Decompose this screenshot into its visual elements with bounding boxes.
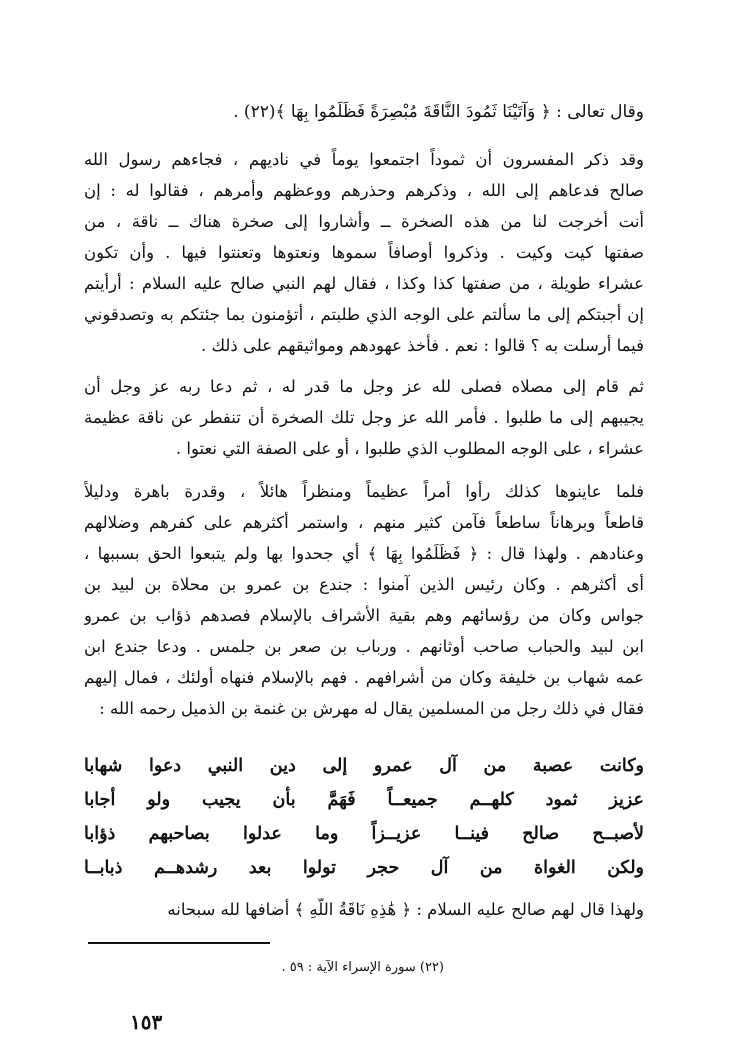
poem-word: آل bbox=[430, 858, 449, 878]
para3-line-3: وعنادهم . ولهذا قال : ﴿ فَظَلَمُوا بِهَا ﴾ أي جحدوا بها ولم يتبعوا الحق بسببها ، bbox=[84, 544, 644, 563]
para3-line-7: عمه شهاب بن خليفة وكان من أشرافهم . فهم بالإسلام فنهاه أولئك ، فمال إليهم bbox=[84, 668, 644, 687]
footnote-divider bbox=[88, 942, 270, 944]
para1-line-2: صالح فدعاهم إلى الله ، وذكرهم وحذرهم ووعظهم وأمرهم ، فقالوا له : إن bbox=[84, 181, 644, 200]
poem-word: جميعــاً bbox=[387, 790, 438, 810]
intro-verse: وقال تعالى : ﴿ وَآتَيْنَا ثَمُودَ النَّاقَةَ مُبْصِرَةً فَظَلَمُوا بِهَا ﴾(٢٢) . bbox=[233, 102, 644, 122]
poem-word: أجابا bbox=[84, 790, 116, 810]
poem-word: ولو bbox=[147, 790, 171, 810]
poem-word: ذؤابا bbox=[84, 824, 116, 844]
poem-word: حجر bbox=[367, 858, 400, 878]
para1-line-4: صفتها كيت وكيت . وذكروا أوصافاً سموها ونعتوها وتعنتوا فيها . وأن تكون bbox=[84, 243, 644, 262]
poem-word: دعوا bbox=[148, 756, 182, 776]
poem-word: آل bbox=[439, 756, 457, 776]
closing-line: ولهذا قال لهم صالح عليه السلام : ﴿ هَٰذِهِ نَاقَةُ اللَّهِ ﴾ أضافها لله سبحانه bbox=[167, 900, 644, 919]
footnote: (٢٢) سورة الإسراء الآية : ٥٩ . bbox=[281, 960, 444, 975]
para2-line-3: عشراء ، على الوجه المطلوب الذي طلبوا ، أو على الصفة التي نعتوا . bbox=[175, 439, 644, 458]
para1-line-6: إن أجبتكم إلى ما سألتم على الوجه الذي طلبتم ، أتؤمنون بما جئتكم به وتصدقوني bbox=[84, 305, 644, 324]
poem-word: النبي bbox=[207, 756, 244, 776]
poem-word: دين bbox=[269, 756, 296, 776]
poem-word: عمرو bbox=[373, 756, 413, 776]
poem-line-1 bbox=[84, 752, 644, 780]
poem-word: بعد bbox=[248, 858, 272, 878]
page-number: ١٥٣ bbox=[130, 1010, 163, 1034]
para3-line-5: جواس وكان من رؤسائهم وهم بقية الأشراف بالإسلام فصدهم ذؤاب بن عمرو bbox=[84, 606, 644, 625]
poem-word: عزيز bbox=[609, 790, 644, 810]
para1-line-7: فيما أرسلت به ؟ قالوا : نعم . فأخذ عهودهم ومواثيقهم على ذلك . bbox=[200, 336, 644, 355]
poem-word: من bbox=[479, 858, 503, 878]
para1-line-5: عشراء طويلة ، من صفتها كذا وكذا ، فقال لهم النبي صالح عليه السلام : أرأيتم bbox=[84, 274, 644, 293]
poem-word: الغواة bbox=[534, 858, 576, 878]
para3-line-6: ابن لبيد والحباب صاحب أوثانهم . ورباب بن صعر بن جلمس . ودعا جندع ابن bbox=[84, 637, 644, 656]
poem-line-2 bbox=[84, 786, 644, 814]
poem-word: بأن bbox=[272, 790, 296, 810]
para3-line-2: قاطعاً وبرهاناً ساطعاً فآمن كثير منهم ، واستمر أكثرهم على كفرهم وضلالهم bbox=[84, 513, 644, 532]
poem-word: من bbox=[483, 756, 507, 776]
poem-word: عزيــزاً bbox=[371, 824, 422, 844]
poem-word: وكانت bbox=[599, 756, 644, 776]
para1-line-3: أنت أخرجت لنا من هذه الصخرة ــ وأشاروا إلى صخرة هناك ــ ناقة ، من bbox=[84, 212, 644, 231]
para3-line-4: أى أكثرهم . وكان رئيس الذين آمنوا : جندع بن عمرو بن محلاة بن لبيد بن bbox=[84, 575, 644, 594]
para1-line-1: وقد ذكر المفسرون أن ثموداً اجتمعوا يوماً في ناديهم ، فجاءهم رسول الله bbox=[84, 150, 644, 169]
poem-word: رشدهــم bbox=[153, 858, 218, 878]
poem-word: تولوا bbox=[302, 858, 337, 878]
poem-word: يجيب bbox=[201, 790, 241, 810]
poem-word: بصاحبهم bbox=[148, 824, 210, 844]
poem-word: ثمود bbox=[545, 790, 578, 810]
para2-line-1: ثم قام إلى مصلاه فصلى لله عز وجل ما قدر له ، ثم دعا ربه عز وجل أن bbox=[84, 377, 644, 396]
para3-line-1: فلما عاينوها كذلك رأوا أمراً عظيماً ومنظراً هائلاً ، وقدرة باهرة ودليلاً bbox=[84, 482, 644, 501]
para3-line-8: فقال في ذلك رجل من المسلمين يقال له مهرش بن غنمة بن الذميل رحمه الله : bbox=[99, 699, 644, 718]
poem-word: لأصبــح bbox=[592, 824, 644, 844]
poem-word: ولكن bbox=[607, 858, 644, 878]
poem-word: شهابا bbox=[84, 756, 123, 776]
poem-word: صالح bbox=[522, 824, 560, 844]
poem-line-3 bbox=[84, 820, 644, 848]
poem-word: عدلوا bbox=[243, 824, 282, 844]
para2-line-2: يجيبهم إلى ما طلبوا . فأمر الله عز وجل تلك الصخرة أن تنفطر عن ناقة عظيمة bbox=[84, 408, 644, 427]
poem-word: عصبة bbox=[532, 756, 574, 776]
poem-word: فينــا bbox=[454, 824, 490, 844]
poem-line-4 bbox=[84, 854, 644, 882]
poem-word: كلهــم bbox=[469, 790, 514, 810]
poem-word: فَهَمَّ bbox=[327, 790, 356, 810]
poem-word: ذبابــا bbox=[84, 858, 123, 878]
poem-word: وما bbox=[315, 824, 339, 844]
poem-word: إلى bbox=[322, 756, 348, 776]
